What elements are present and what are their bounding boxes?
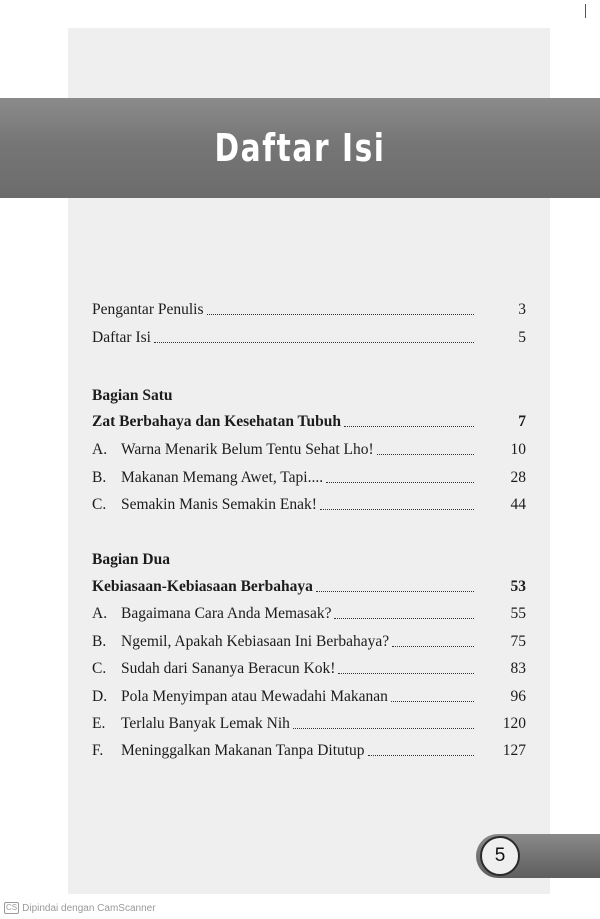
toc-entry-page: 83 xyxy=(510,660,526,677)
toc-entry-page: 55 xyxy=(510,605,526,622)
part-heading-label: Bagian Satu xyxy=(92,387,173,404)
toc-entry-label: Warna Menarik Belum Tentu Sehat Lho! xyxy=(121,441,374,458)
toc-entry-letter: A. xyxy=(92,605,108,622)
toc-entry-letter: F. xyxy=(92,742,104,759)
watermark-text: Dipindai dengan CamScanner xyxy=(22,902,156,914)
toc-entry-2d[interactable] xyxy=(92,683,526,707)
toc-entry-page: 5 xyxy=(518,329,526,346)
dot-leader xyxy=(338,673,474,674)
toc-entry-page: 120 xyxy=(502,715,526,732)
dot-leader xyxy=(326,482,474,483)
toc-entry-page: 28 xyxy=(510,469,526,486)
toc-entry-page: 127 xyxy=(502,742,526,759)
toc-entry-label: Daftar Isi xyxy=(92,329,151,346)
toc-entry-pengantar[interactable] xyxy=(92,296,526,320)
part-heading-label: Bagian Dua xyxy=(92,551,170,568)
dot-leader xyxy=(293,728,474,729)
toc-entry-letter: B. xyxy=(92,633,107,650)
dot-leader xyxy=(320,509,474,510)
toc-entry-daftar-isi[interactable] xyxy=(92,324,526,348)
dot-leader xyxy=(392,646,474,647)
toc-entry-label: Bagaimana Cara Anda Memasak? xyxy=(121,605,332,622)
toc-entry-label: Semakin Manis Semakin Enak! xyxy=(121,496,317,513)
toc-entry-label: Ngemil, Apakah Kebiasaan Ini Berbahaya? xyxy=(121,633,390,650)
toc-entry-letter: B. xyxy=(92,469,107,486)
toc-entry-label: Pengantar Penulis xyxy=(92,301,204,318)
toc-entry-1a[interactable] xyxy=(92,436,526,460)
toc-entry-label: Terlalu Banyak Lemak Nih xyxy=(121,715,290,732)
toc-entry-letter: D. xyxy=(92,688,108,705)
toc-entry-2e[interactable] xyxy=(92,710,526,734)
dot-leader xyxy=(207,314,475,315)
toc-entry-page: 96 xyxy=(510,688,526,705)
dot-leader xyxy=(316,591,474,592)
toc-entry-label: Pola Menyimpan atau Mewadahi Makanan xyxy=(121,688,388,705)
toc-entry-label: Kebiasaan-Kebiasaan Berbahaya xyxy=(92,578,313,595)
toc-part-title-1[interactable] xyxy=(92,408,526,432)
scanner-watermark xyxy=(4,902,156,914)
toc-entry-page: 75 xyxy=(510,633,526,650)
toc-entry-page: 44 xyxy=(510,496,526,513)
part-heading-1 xyxy=(92,382,526,406)
toc-entry-2b[interactable] xyxy=(92,628,526,652)
toc-entry-2c[interactable] xyxy=(92,655,526,679)
page-title: Daftar Isi xyxy=(214,126,386,170)
toc-entry-2a[interactable] xyxy=(92,600,526,624)
toc-entry-page: 3 xyxy=(518,301,526,318)
dot-leader xyxy=(391,701,474,702)
part-heading-2 xyxy=(92,546,526,570)
toc-entry-page: 7 xyxy=(518,413,526,430)
toc-part-title-2[interactable] xyxy=(92,573,526,597)
toc-entry-letter: C. xyxy=(92,496,107,513)
scan-edge-mark xyxy=(585,4,586,18)
page-number-badge: 5 xyxy=(480,836,520,876)
dot-leader xyxy=(154,342,474,343)
dot-leader xyxy=(368,755,474,756)
toc-entry-2f[interactable] xyxy=(92,737,526,761)
toc-entry-label: Zat Berbahaya dan Kesehatan Tubuh xyxy=(92,413,341,430)
dot-leader xyxy=(377,454,474,455)
toc-entry-page: 10 xyxy=(510,441,526,458)
dot-leader xyxy=(334,618,474,619)
toc-entry-page: 53 xyxy=(510,578,526,595)
dot-leader xyxy=(344,426,474,427)
toc-entry-letter: E. xyxy=(92,715,106,732)
camscanner-logo-icon: CS xyxy=(6,903,18,912)
toc-entry-label: Sudah dari Sananya Beracun Kok! xyxy=(121,660,336,677)
toc-entry-1b[interactable] xyxy=(92,464,526,488)
toc-entry-label: Meninggalkan Makanan Tanpa Ditutup xyxy=(121,742,365,759)
toc-entry-label: Makanan Memang Awet, Tapi.... xyxy=(121,469,324,486)
toc-entry-letter: C. xyxy=(92,660,107,677)
toc-entry-1c[interactable] xyxy=(92,491,526,515)
toc-entry-letter: A. xyxy=(92,441,108,458)
